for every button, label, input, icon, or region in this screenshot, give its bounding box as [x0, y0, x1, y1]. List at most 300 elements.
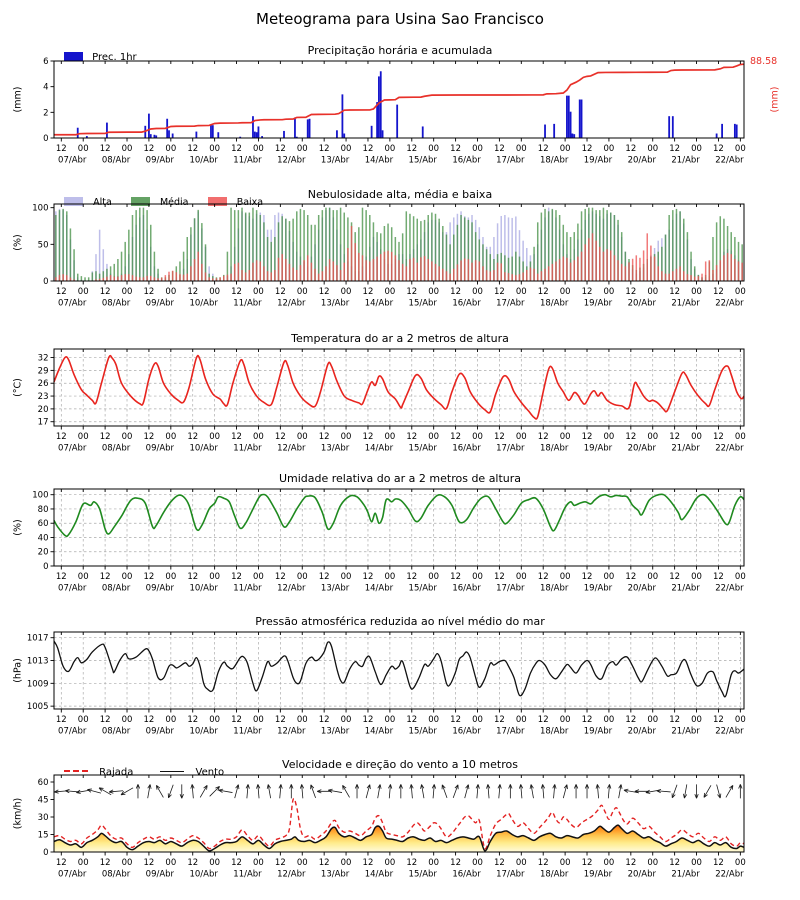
svg-text:13/Abr: 13/Abr [320, 869, 350, 880]
svg-text:21/Abr: 21/Abr [671, 869, 700, 880]
svg-text:08/Abr: 08/Abr [101, 443, 131, 454]
svg-text:15/Abr: 15/Abr [408, 298, 437, 309]
svg-text:12: 12 [187, 287, 199, 297]
svg-text:19/Abr: 19/Abr [583, 583, 613, 594]
svg-text:12: 12 [625, 858, 637, 868]
svg-text:00: 00 [428, 715, 440, 725]
cloud-legend-label-media: Média [159, 197, 189, 208]
svg-text:00: 00 [515, 432, 527, 442]
svg-text:16/Abr: 16/Abr [452, 726, 481, 737]
svg-text:14/Abr: 14/Abr [364, 298, 394, 309]
svg-text:12: 12 [713, 715, 724, 725]
svg-text:12: 12 [274, 858, 286, 868]
svg-text:21/Abr: 21/Abr [671, 155, 700, 166]
svg-text:00: 00 [165, 287, 177, 297]
svg-text:09/Abr: 09/Abr [145, 583, 175, 594]
svg-text:12: 12 [231, 144, 242, 154]
svg-text:00: 00 [515, 572, 527, 582]
svg-text:00: 00 [384, 432, 396, 442]
svg-text:12: 12 [362, 715, 374, 725]
svg-text:20: 20 [37, 547, 49, 558]
svg-text:12: 12 [406, 572, 418, 582]
svg-text:00: 00 [253, 144, 264, 154]
svg-text:15/Abr: 15/Abr [408, 726, 437, 737]
cloud-title: Nebulosidade alta, média e baixa [307, 188, 493, 201]
svg-text:22/Abr: 22/Abr [715, 298, 744, 309]
svg-text:14/Abr: 14/Abr [364, 869, 394, 880]
svg-text:00: 00 [691, 715, 702, 725]
svg-text:00: 00 [734, 432, 746, 442]
svg-text:12: 12 [274, 715, 286, 725]
svg-text:12: 12 [318, 572, 330, 582]
svg-text:15/Abr: 15/Abr [408, 155, 437, 166]
svg-text:00: 00 [647, 144, 659, 154]
svg-text:00: 00 [691, 144, 702, 154]
svg-text:14/Abr: 14/Abr [364, 443, 394, 454]
svg-text:45: 45 [37, 795, 49, 806]
svg-text:6: 6 [43, 57, 49, 67]
svg-text:12: 12 [669, 144, 681, 154]
svg-text:11/Abr: 11/Abr [233, 869, 262, 880]
svg-text:12: 12 [537, 144, 549, 154]
svg-text:07/Abr: 07/Abr [58, 869, 87, 880]
svg-text:12: 12 [713, 432, 724, 442]
svg-text:18/Abr: 18/Abr [539, 443, 569, 454]
humidity-plot [0, 483, 800, 598]
precipitation-plot [0, 55, 800, 170]
svg-text:00: 00 [340, 858, 352, 868]
svg-text:0: 0 [43, 134, 49, 144]
svg-text:00: 00 [77, 144, 89, 154]
svg-text:00: 00 [340, 287, 352, 297]
svg-text:12: 12 [187, 432, 199, 442]
svg-text:12: 12 [143, 287, 155, 297]
svg-text:12: 12 [581, 715, 593, 725]
svg-text:12: 12 [362, 287, 374, 297]
svg-text:00: 00 [121, 572, 133, 582]
svg-text:00: 00 [647, 572, 659, 582]
svg-text:10/Abr: 10/Abr [189, 443, 218, 454]
svg-text:00: 00 [691, 858, 702, 868]
svg-text:15: 15 [37, 830, 49, 841]
svg-text:00: 00 [296, 287, 308, 297]
svg-text:12: 12 [99, 858, 111, 868]
svg-text:12/Abr: 12/Abr [277, 869, 306, 880]
svg-text:23: 23 [37, 392, 49, 403]
svg-text:07/Abr: 07/Abr [58, 443, 87, 454]
svg-text:12: 12 [143, 858, 155, 868]
svg-text:0: 0 [43, 277, 49, 287]
svg-text:09/Abr: 09/Abr [145, 155, 175, 166]
svg-text:30: 30 [37, 813, 49, 823]
svg-text:13/Abr: 13/Abr [320, 583, 350, 594]
svg-text:00: 00 [734, 144, 746, 154]
svg-text:00: 00 [559, 432, 571, 442]
svg-text:21/Abr: 21/Abr [671, 298, 700, 309]
svg-text:14/Abr: 14/Abr [364, 583, 394, 594]
svg-text:12: 12 [450, 715, 462, 725]
svg-text:21/Abr: 21/Abr [671, 443, 700, 454]
svg-text:00: 00 [647, 432, 659, 442]
svg-text:22/Abr: 22/Abr [715, 583, 744, 594]
svg-text:19/Abr: 19/Abr [583, 298, 613, 309]
svg-text:12: 12 [55, 715, 67, 725]
svg-text:12: 12 [537, 287, 549, 297]
svg-text:12: 12 [581, 858, 593, 868]
svg-text:00: 00 [165, 858, 177, 868]
svg-text:11/Abr: 11/Abr [233, 443, 262, 454]
svg-text:11/Abr: 11/Abr [233, 726, 262, 737]
svg-text:12: 12 [406, 432, 418, 442]
svg-text:12: 12 [713, 572, 724, 582]
svg-text:12: 12 [55, 432, 67, 442]
svg-text:100: 100 [32, 490, 49, 501]
svg-text:00: 00 [559, 144, 571, 154]
page-title: Meteograma para Usina Sao Francisco [256, 10, 544, 28]
svg-text:12: 12 [99, 144, 111, 154]
temperature-y-label: (°C) [12, 378, 24, 397]
svg-text:12: 12 [231, 572, 242, 582]
svg-text:08/Abr: 08/Abr [101, 869, 131, 880]
svg-text:32: 32 [37, 353, 49, 364]
svg-text:00: 00 [340, 432, 352, 442]
svg-text:00: 00 [428, 858, 440, 868]
svg-text:00: 00 [384, 858, 396, 868]
cloud-legend-label-baixa: Baixa [236, 197, 264, 208]
svg-text:40: 40 [37, 533, 49, 544]
svg-text:07/Abr: 07/Abr [58, 155, 87, 166]
svg-text:12: 12 [318, 858, 330, 868]
svg-text:00: 00 [340, 144, 352, 154]
svg-text:00: 00 [296, 858, 308, 868]
svg-text:12: 12 [143, 432, 155, 442]
svg-text:14/Abr: 14/Abr [364, 155, 394, 166]
svg-text:00: 00 [559, 715, 571, 725]
svg-text:19/Abr: 19/Abr [583, 443, 613, 454]
svg-text:21/Abr: 21/Abr [671, 583, 700, 594]
svg-text:12: 12 [187, 572, 199, 582]
svg-text:12: 12 [581, 144, 593, 154]
svg-text:13/Abr: 13/Abr [320, 155, 350, 166]
svg-text:12: 12 [362, 858, 374, 868]
svg-text:12: 12 [274, 287, 286, 297]
svg-text:12: 12 [625, 144, 637, 154]
precip-y-label: (mm) [12, 86, 24, 113]
svg-text:00: 00 [603, 432, 615, 442]
svg-text:20/Abr: 20/Abr [627, 869, 656, 880]
svg-text:00: 00 [384, 572, 396, 582]
svg-text:12: 12 [450, 144, 462, 154]
svg-text:10/Abr: 10/Abr [189, 869, 218, 880]
svg-text:12: 12 [713, 287, 724, 297]
svg-text:16/Abr: 16/Abr [452, 443, 481, 454]
svg-text:00: 00 [253, 572, 264, 582]
svg-text:00: 00 [296, 572, 308, 582]
svg-text:00: 00 [340, 715, 352, 725]
svg-text:22/Abr: 22/Abr [715, 443, 744, 454]
svg-text:12: 12 [581, 432, 593, 442]
svg-text:00: 00 [209, 572, 221, 582]
svg-text:12: 12 [450, 572, 462, 582]
wind-legend-label-vento: Vento [195, 767, 225, 778]
svg-text:12: 12 [318, 715, 330, 725]
svg-text:12: 12 [669, 858, 681, 868]
svg-text:00: 00 [472, 144, 483, 154]
svg-text:00: 00 [691, 572, 702, 582]
svg-text:26: 26 [37, 379, 49, 390]
svg-text:00: 00 [515, 858, 527, 868]
svg-text:12: 12 [493, 432, 505, 442]
svg-text:12: 12 [493, 572, 505, 582]
svg-text:12: 12 [581, 287, 593, 297]
svg-text:00: 00 [253, 287, 264, 297]
svg-text:00: 00 [209, 144, 221, 154]
svg-text:20: 20 [37, 404, 49, 415]
svg-text:09/Abr: 09/Abr [145, 443, 175, 454]
svg-text:00: 00 [121, 432, 133, 442]
svg-text:12: 12 [99, 287, 111, 297]
svg-text:12: 12 [143, 715, 155, 725]
svg-text:00: 00 [472, 858, 483, 868]
svg-text:16/Abr: 16/Abr [452, 298, 481, 309]
svg-text:12: 12 [713, 144, 724, 154]
svg-text:1017: 1017 [26, 633, 49, 644]
svg-text:1005: 1005 [26, 702, 49, 713]
humidity-title: Umidade relativa do ar a 2 metros de altura [278, 472, 522, 485]
svg-text:12: 12 [406, 715, 418, 725]
svg-text:08/Abr: 08/Abr [101, 298, 131, 309]
svg-text:13/Abr: 13/Abr [320, 298, 350, 309]
svg-text:00: 00 [77, 858, 89, 868]
svg-text:12: 12 [581, 572, 593, 582]
cloud-y-label: (%) [12, 234, 24, 251]
svg-text:00: 00 [296, 144, 308, 154]
svg-text:12: 12 [187, 715, 199, 725]
svg-text:00: 00 [165, 432, 177, 442]
svg-text:22/Abr: 22/Abr [715, 726, 744, 737]
svg-text:12: 12 [669, 572, 681, 582]
svg-text:11/Abr: 11/Abr [233, 298, 262, 309]
svg-text:00: 00 [77, 287, 89, 297]
svg-text:12: 12 [99, 715, 111, 725]
svg-text:00: 00 [734, 715, 746, 725]
wind-title: Velocidade e direção do vento a 10 metros [282, 758, 518, 771]
svg-text:00: 00 [165, 715, 177, 725]
svg-text:19/Abr: 19/Abr [583, 869, 613, 880]
svg-text:12: 12 [537, 715, 549, 725]
svg-text:17/Abr: 17/Abr [496, 583, 525, 594]
svg-text:00: 00 [428, 144, 440, 154]
svg-text:17/Abr: 17/Abr [496, 155, 525, 166]
svg-text:00: 00 [603, 858, 615, 868]
svg-text:22/Abr: 22/Abr [715, 155, 744, 166]
svg-text:07/Abr: 07/Abr [58, 298, 87, 309]
svg-text:00: 00 [209, 858, 221, 868]
svg-text:10/Abr: 10/Abr [189, 583, 218, 594]
svg-text:12: 12 [493, 858, 505, 868]
svg-text:00: 00 [253, 715, 264, 725]
svg-text:12: 12 [406, 287, 418, 297]
svg-text:100: 100 [32, 203, 49, 214]
svg-text:12: 12 [231, 858, 242, 868]
svg-text:09/Abr: 09/Abr [145, 869, 175, 880]
svg-text:12: 12 [493, 144, 505, 154]
svg-text:09/Abr: 09/Abr [145, 298, 175, 309]
svg-text:00: 00 [165, 572, 177, 582]
svg-text:19/Abr: 19/Abr [583, 726, 613, 737]
svg-text:12: 12 [625, 572, 637, 582]
svg-text:12: 12 [231, 287, 242, 297]
svg-text:17/Abr: 17/Abr [496, 298, 525, 309]
svg-text:12: 12 [493, 287, 505, 297]
svg-text:18/Abr: 18/Abr [539, 155, 569, 166]
svg-text:00: 00 [472, 287, 483, 297]
svg-text:12: 12 [187, 858, 199, 868]
svg-text:13/Abr: 13/Abr [320, 726, 350, 737]
svg-text:14/Abr: 14/Abr [364, 726, 394, 737]
svg-text:00: 00 [647, 287, 659, 297]
svg-text:00: 00 [515, 715, 527, 725]
svg-text:12: 12 [406, 858, 418, 868]
svg-text:12: 12 [362, 432, 374, 442]
svg-text:00: 00 [384, 287, 396, 297]
cloudiness-plot [0, 198, 800, 313]
svg-text:12: 12 [143, 572, 155, 582]
svg-text:00: 00 [559, 858, 571, 868]
svg-text:00: 00 [428, 432, 440, 442]
svg-text:18/Abr: 18/Abr [539, 869, 569, 880]
svg-text:18/Abr: 18/Abr [539, 583, 569, 594]
svg-text:12: 12 [537, 858, 549, 868]
svg-text:09/Abr: 09/Abr [145, 726, 175, 737]
svg-text:00: 00 [209, 287, 221, 297]
svg-text:12: 12 [450, 858, 462, 868]
svg-text:12: 12 [362, 572, 374, 582]
svg-text:00: 00 [559, 572, 571, 582]
svg-text:20/Abr: 20/Abr [627, 298, 656, 309]
svg-text:00: 00 [691, 432, 702, 442]
svg-text:10/Abr: 10/Abr [189, 155, 218, 166]
svg-text:08/Abr: 08/Abr [101, 726, 131, 737]
pressure-title: Pressão atmosférica reduzida ao nível médio do mar [255, 615, 545, 628]
svg-text:00: 00 [647, 858, 659, 868]
svg-text:2: 2 [43, 108, 49, 119]
svg-text:07/Abr: 07/Abr [58, 726, 87, 737]
svg-text:00: 00 [691, 287, 702, 297]
svg-text:08/Abr: 08/Abr [101, 583, 131, 594]
svg-text:10/Abr: 10/Abr [189, 726, 218, 737]
cloud-legend-label-alta: Alta [93, 197, 112, 208]
svg-text:00: 00 [472, 572, 483, 582]
svg-text:12: 12 [187, 144, 199, 154]
svg-text:00: 00 [121, 858, 133, 868]
humidity-y-label: (%) [12, 519, 24, 536]
svg-text:1009: 1009 [26, 679, 49, 690]
svg-text:07/Abr: 07/Abr [58, 583, 87, 594]
svg-text:12: 12 [99, 572, 111, 582]
svg-text:17: 17 [37, 417, 49, 428]
svg-text:00: 00 [603, 572, 615, 582]
svg-text:00: 00 [253, 858, 264, 868]
svg-text:00: 00 [734, 858, 746, 868]
svg-text:10/Abr: 10/Abr [189, 298, 218, 309]
pressure-y-label: (hPa) [12, 658, 24, 683]
svg-text:12: 12 [143, 144, 155, 154]
svg-text:15/Abr: 15/Abr [408, 869, 437, 880]
svg-text:00: 00 [603, 287, 615, 297]
svg-text:00: 00 [296, 432, 308, 442]
svg-text:12/Abr: 12/Abr [277, 155, 306, 166]
svg-text:00: 00 [121, 715, 133, 725]
svg-text:12: 12 [669, 287, 681, 297]
svg-text:12: 12 [318, 432, 330, 442]
svg-text:20/Abr: 20/Abr [627, 726, 656, 737]
svg-text:0: 0 [43, 562, 49, 572]
svg-text:12: 12 [713, 858, 724, 868]
svg-text:12: 12 [55, 144, 67, 154]
svg-text:17/Abr: 17/Abr [496, 726, 525, 737]
svg-text:00: 00 [296, 715, 308, 725]
pressure-plot [0, 626, 800, 741]
svg-text:00: 00 [77, 715, 89, 725]
svg-text:00: 00 [384, 715, 396, 725]
svg-text:16/Abr: 16/Abr [452, 869, 481, 880]
svg-text:00: 00 [121, 144, 133, 154]
accum-total-annotation: 88.58 [750, 56, 778, 67]
svg-text:12: 12 [625, 432, 637, 442]
svg-text:12: 12 [450, 432, 462, 442]
svg-text:12/Abr: 12/Abr [277, 583, 306, 594]
svg-text:1013: 1013 [26, 656, 49, 667]
svg-text:00: 00 [209, 432, 221, 442]
svg-text:20/Abr: 20/Abr [627, 443, 656, 454]
svg-text:12: 12 [274, 432, 286, 442]
svg-text:60: 60 [37, 778, 49, 788]
svg-text:12: 12 [99, 432, 111, 442]
svg-text:60: 60 [37, 519, 49, 530]
temperature-plot [0, 343, 800, 458]
svg-text:00: 00 [77, 572, 89, 582]
svg-text:12/Abr: 12/Abr [277, 298, 306, 309]
svg-text:16/Abr: 16/Abr [452, 583, 481, 594]
svg-text:12: 12 [231, 432, 242, 442]
svg-text:11/Abr: 11/Abr [233, 583, 262, 594]
svg-text:12: 12 [625, 287, 637, 297]
svg-text:00: 00 [209, 715, 221, 725]
svg-text:00: 00 [384, 144, 396, 154]
svg-text:12: 12 [318, 144, 330, 154]
wind-plot [0, 769, 800, 884]
svg-text:00: 00 [165, 144, 177, 154]
wind-y-label: (km/h) [12, 797, 24, 830]
svg-text:12: 12 [55, 858, 67, 868]
svg-text:4: 4 [43, 82, 49, 93]
svg-text:00: 00 [515, 287, 527, 297]
svg-text:00: 00 [472, 432, 483, 442]
svg-text:00: 00 [734, 572, 746, 582]
svg-text:11/Abr: 11/Abr [233, 155, 262, 166]
svg-text:00: 00 [603, 144, 615, 154]
svg-text:19/Abr: 19/Abr [583, 155, 613, 166]
svg-text:12: 12 [318, 287, 330, 297]
svg-text:00: 00 [647, 715, 659, 725]
svg-text:17/Abr: 17/Abr [496, 443, 525, 454]
svg-text:22/Abr: 22/Abr [715, 869, 744, 880]
svg-text:80: 80 [37, 504, 49, 515]
svg-text:00: 00 [515, 144, 527, 154]
svg-text:16/Abr: 16/Abr [452, 155, 481, 166]
svg-text:15/Abr: 15/Abr [408, 583, 437, 594]
